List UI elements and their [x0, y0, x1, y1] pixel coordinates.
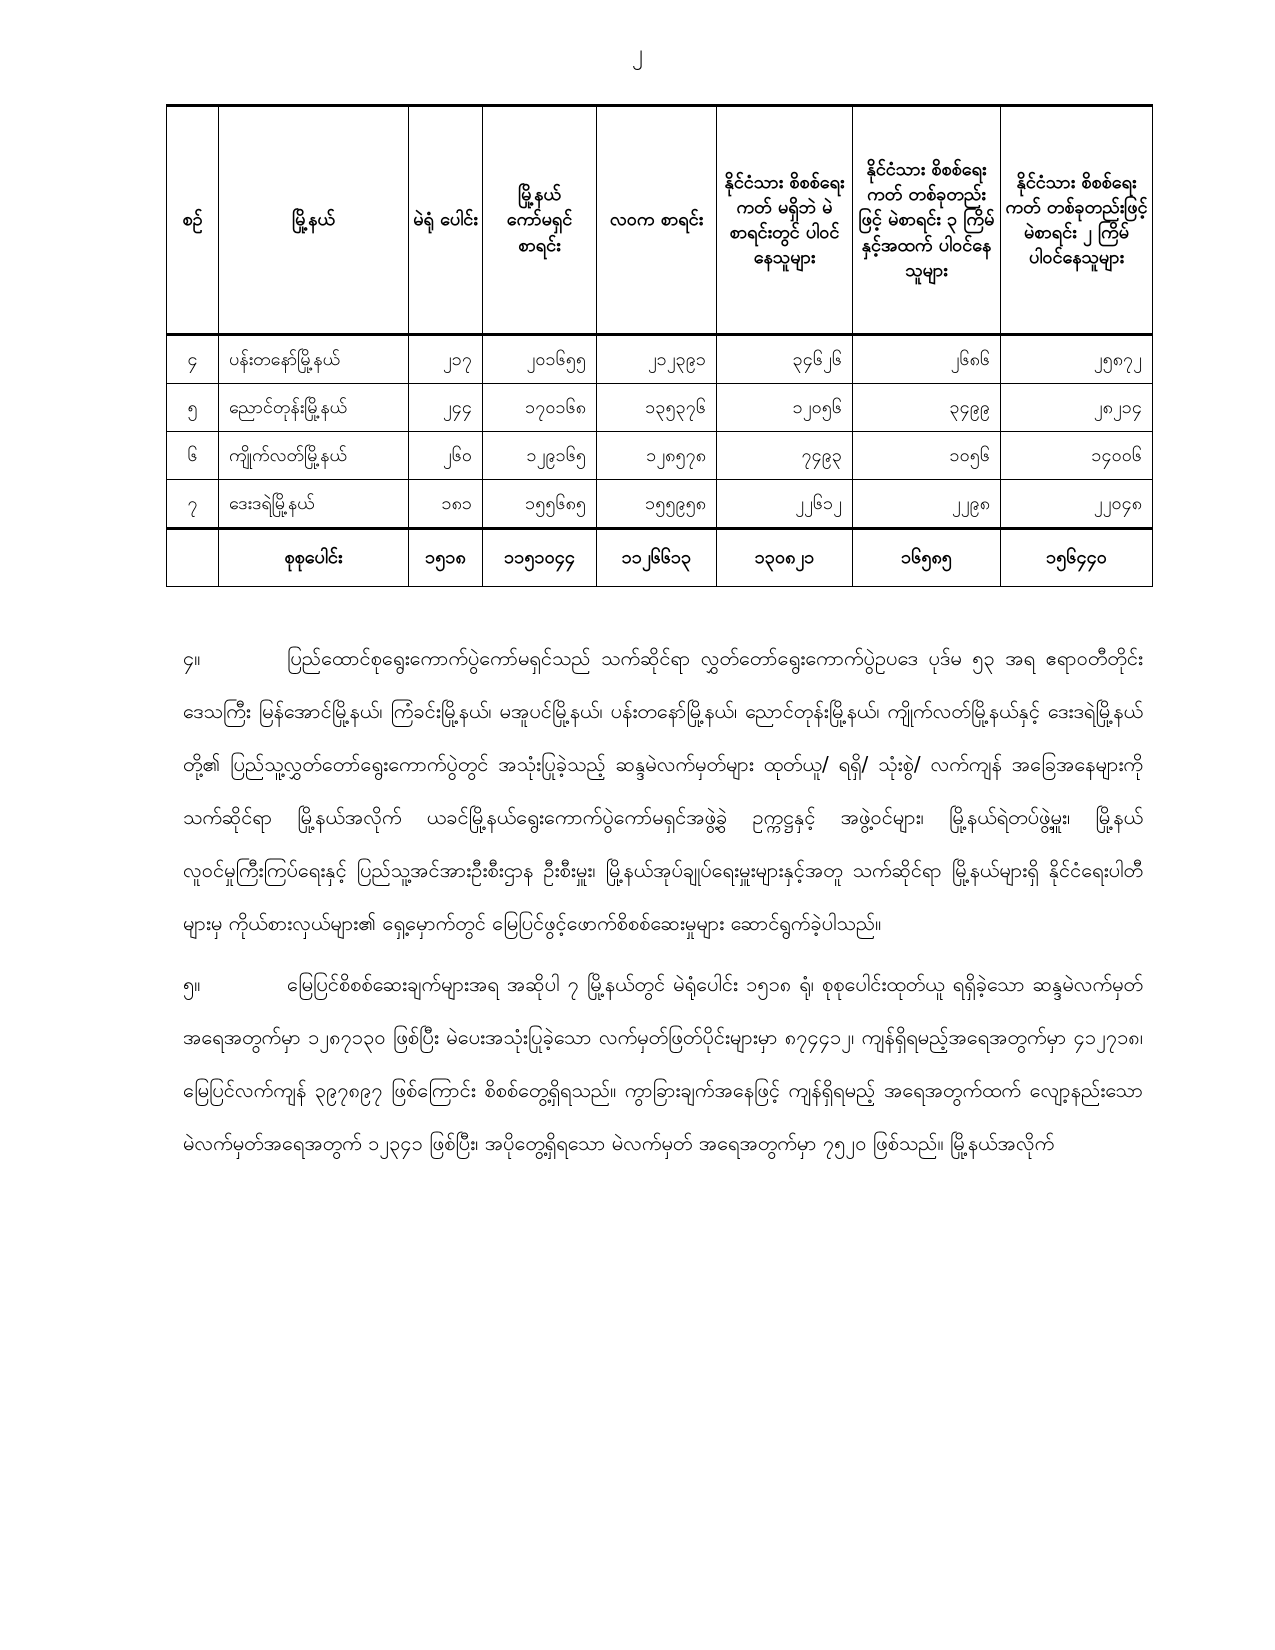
header-commission-list: မြို့နယ် ကော်မရှင် စာရင်း: [483, 106, 597, 335]
cell-serial: ၇: [167, 480, 219, 529]
total-polling-stations: ၁၅၁၈: [409, 529, 483, 587]
total-label: စုစုပေါင်း: [219, 529, 409, 587]
cell-no-id-card: ၃၄၆၂၆: [717, 335, 853, 384]
header-listed-2-times: နိုင်ငံသား စိစစ်ရေးကတ် တစ်ခုတည်းဖြင့် မဲစာရင်း ၂ ကြိမ် ပါဝင်နေသူများ: [1001, 106, 1153, 335]
body-text: [183, 632, 1143, 1178]
cell-listed-3-times: ၂၆၈၆: [853, 335, 1001, 384]
paragraph-text: ပြည်ထောင်စုရွေးကောက်ပွဲကော်မရှင်သည် သက်ဆိုင်ရာ လွှတ်တော်ရွေးကောက်ပွဲဥပဒေ ပုဒ်မ ၅၃ အရ ဧရာဝတီတိုင်းဒေသကြီး မြန်အောင်မြို့နယ်၊ ကြံခင်းမြို့နယ်၊ မအူပင်မြို့နယ်၊ ပန်းတနော်မြို့နယ်၊ ညောင်တုန်းမြို့နယ်၊ ကျိုက်လတ်မြို့နယ်နှင့် ဒေးဒရဲမြို့နယ်တို့၏ ပြည်သူ့လွှတ်တော်ရွေးကောက်ပွဲတွင် အသုံးပြုခဲ့သည့် ဆန္ဒမဲလက်မှတ်များ ထုတ်ယူ/ ရရှိ/ သုံးစွဲ/ လက်ကျန် အခြေအနေများကို သက်ဆိုင်ရာ မြို့နယ်အလိုက် ယခင်မြို့နယ်ရွေးကောက်ပွဲကော်မရှင်အဖွဲ့ခွဲ ဥက္ကဋ္ဌနှင့် အဖွဲ့ဝင်များ၊ မြို့နယ်ရဲတပ်ဖွဲ့မှူး၊ မြို့နယ်လူဝင်မှုကြီးကြပ်ရေးနှင့် ပြည်သူ့အင်အားဦးစီးဌာန ဦးစီးမှူး၊ မြို့နယ်အုပ်ချုပ်ရေးမှူးများနှင့်အတူ သက်ဆိုင်ရာ မြို့နယ်များရှိ နိုင်ငံရေးပါတီများမှ ကိုယ်စားလှယ်များ၏ ရှေ့မှောက်တွင် မြေပြင်ဖွင့်ဖောက်စိစစ်ဆေးမှုများ ဆောင်ရွက်ခဲ့ပါသည်။: [183, 646, 1143, 935]
cell-polling-stations: ၂၆၀: [409, 432, 483, 480]
cell-polling-stations: ၁၈၁: [409, 480, 483, 529]
table-row: [167, 335, 1153, 384]
cell-immigration-list: ၁၅၅၉၅၈: [597, 480, 717, 529]
paragraph-number: ၄။: [183, 646, 201, 670]
header-no-id-card: နိုင်ငံသား စိစစ်ရေးကတ် မရှိဘဲ မဲစာရင်းတွင် ပါဝင်နေသူများ: [717, 106, 853, 335]
cell-polling-stations: ၂၁၇: [409, 335, 483, 384]
cell-township: ကျိုက်လတ်မြို့နယ်: [219, 432, 409, 480]
cell-polling-stations: ၂၄၄: [409, 384, 483, 432]
table-row: [167, 480, 1153, 529]
cell-commission-list: ၁၂၉၁၆၅: [483, 432, 597, 480]
paragraph-number: ၅။: [183, 972, 201, 996]
cell-no-id-card: ၂၂၆၁၂: [717, 480, 853, 529]
cell-listed-3-times: ၁၀၅၆: [853, 432, 1001, 480]
cell-serial: ၆: [167, 432, 219, 480]
cell-listed-2-times: ၂၈၂၁၄: [1001, 384, 1153, 432]
cell-township: ပန်းတနော်မြို့နယ်: [219, 335, 409, 384]
total-listed-2-times: ၁၅၆၄၄၀: [1001, 529, 1153, 587]
total-immigration-list: ၁၁၂၆၆၁၃: [597, 529, 717, 587]
cell-listed-2-times: ၁၄၀၀၆: [1001, 432, 1153, 480]
cell-township: ညောင်တုန်းမြို့နယ်: [219, 384, 409, 432]
table-row: [167, 432, 1153, 480]
header-township: မြို့နယ်: [219, 106, 409, 335]
cell-commission-list: ၁၅၅၆၈၅: [483, 480, 597, 529]
paragraph-4: [183, 632, 1143, 950]
table-row: [167, 384, 1153, 432]
table-header-row: [167, 106, 1153, 335]
header-serial: စဉ်: [167, 106, 219, 335]
cell-listed-2-times: ၂၅၈၇၂: [1001, 335, 1153, 384]
cell-immigration-list: ၁၃၅၃၇၆: [597, 384, 717, 432]
header-polling-stations: မဲရုံ ပေါင်း: [409, 106, 483, 335]
page-number: ၂: [632, 41, 643, 66]
cell-listed-3-times: ၂၂၉၈: [853, 480, 1001, 529]
cell-immigration-list: ၁၂၈၅၇၈: [597, 432, 717, 480]
table-total-row: [167, 529, 1153, 587]
cell-listed-2-times: ၂၂၀၄၈: [1001, 480, 1153, 529]
total-commission-list: ၁၁၅၁၀၄၄: [483, 529, 597, 587]
cell-serial: ၄: [167, 335, 219, 384]
paragraph-text: မြေပြင်စိစစ်ဆေးချက်များအရ အဆိုပါ ၇ မြို့နယ်တွင် မဲရုံပေါင်း ၁၅၁၈ ရုံ၊ စုစုပေါင်းထုတ်ယူ ရရှိခဲ့သော ဆန္ဒမဲလက်မှတ်အရေအတွက်မှာ ၁၂၈၇၁၃၀ ဖြစ်ပြီး မဲပေးအသုံးပြုခဲ့သော လက်မှတ်ဖြတ်ပိုင်းများမှာ ၈၇၄၄၁၂၊ ကျန်ရှိရမည့်အရေအတွက်မှာ ၄၁၂၇၁၈၊ မြေပြင်လက်ကျန် ၃၉၇၈၉၇ ဖြစ်ကြောင်း စိစစ်တွေ့ရှိရသည်။ ကွာခြားချက်အနေဖြင့် ကျန်ရှိရမည့် အရေအတွက်ထက် လျော့နည်းသော မဲလက်မှတ်အရေအတွက် ၁၂၃၄၁ ဖြစ်ပြီး၊ အပိုတွေ့ရှိရသော မဲလက်မှတ် အရေအတွက်မှာ ၇၅၂၀ ဖြစ်သည်။ မြို့နယ်အလိုက်: [183, 972, 1143, 1155]
total-serial: [167, 529, 219, 587]
cell-serial: ၅: [167, 384, 219, 432]
cell-commission-list: ၂၀၁၆၅၅: [483, 335, 597, 384]
paragraph-5: [183, 958, 1143, 1170]
cell-listed-3-times: ၃၄၉၉: [853, 384, 1001, 432]
total-listed-3-times: ၁၆၅၈၅: [853, 529, 1001, 587]
cell-no-id-card: ၁၂၀၅၆: [717, 384, 853, 432]
cell-township: ဒေးဒရဲမြို့နယ်: [219, 480, 409, 529]
cell-no-id-card: ၇၄၉၃: [717, 432, 853, 480]
total-no-id-card: ၁၃၀၈၂၁: [717, 529, 853, 587]
header-listed-3-times: နိုင်ငံသား စိစစ်ရေးကတ် တစ်ခုတည်းဖြင့် မဲစာရင်း ၃ ကြိမ် နှင့်အထက် ပါဝင်နေသူများ: [853, 106, 1001, 335]
cell-immigration-list: ၂၁၂၃၉၁: [597, 335, 717, 384]
cell-commission-list: ၁၇၀၁၆၈: [483, 384, 597, 432]
voter-list-table: [166, 104, 1153, 587]
header-immigration-list: လဝက စာရင်း: [597, 106, 717, 335]
